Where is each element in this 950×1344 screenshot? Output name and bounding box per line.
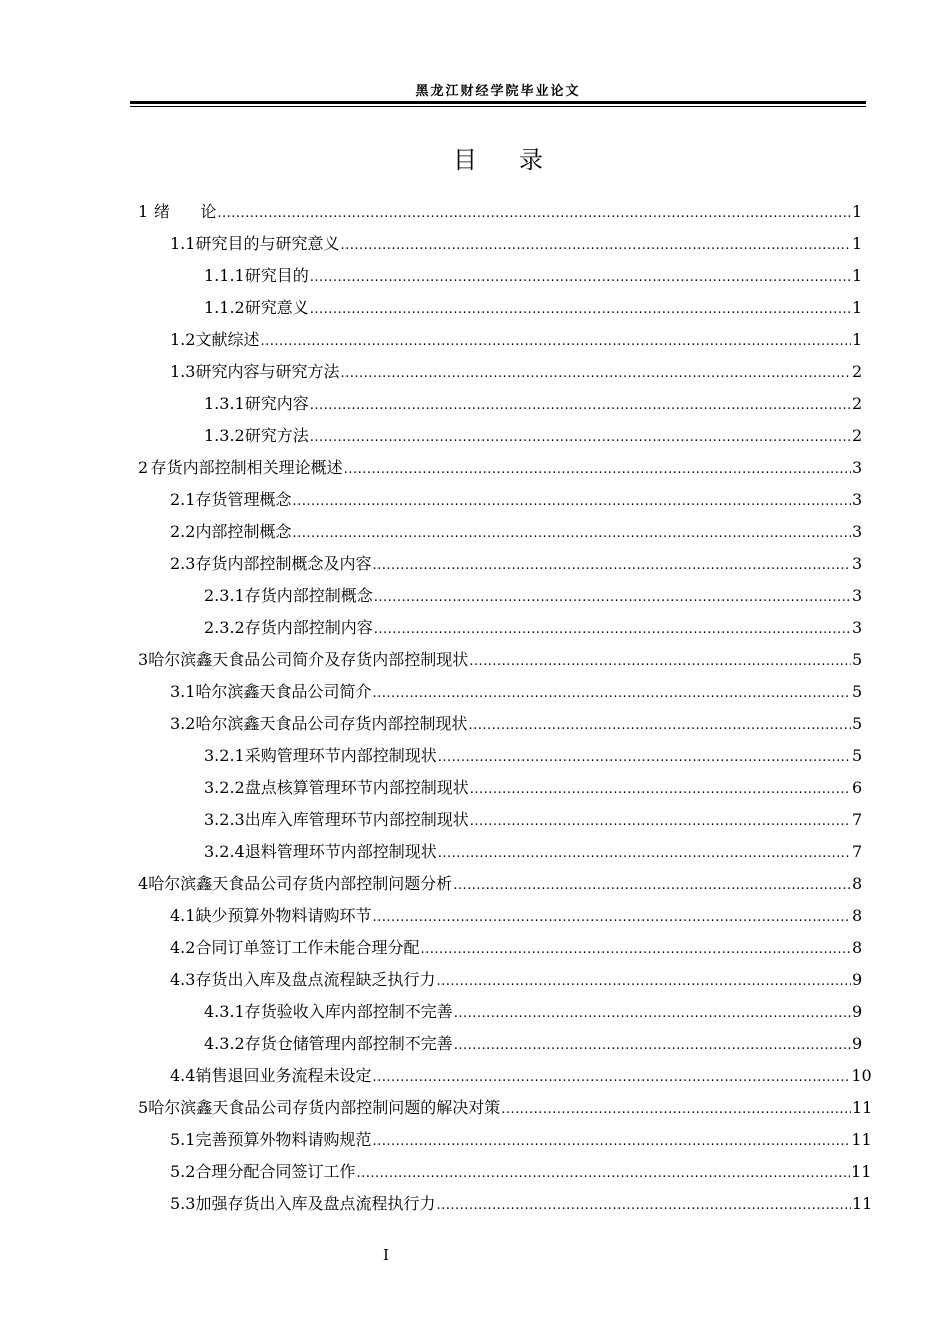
toc-dot-leader (420, 934, 851, 966)
toc-entry[interactable] (130, 932, 863, 964)
toc-entry-number: 4 (138, 874, 149, 893)
toc-entry-page: 3 (852, 458, 863, 477)
toc-entry-number: 3.2.3 (204, 810, 245, 829)
toc-entry-title: 存货内部控制内容 (244, 618, 373, 637)
toc-entry-number: 3 (138, 650, 149, 669)
toc-entry-title: 出库入库管理环节内部控制现状 (244, 810, 469, 829)
toc-entry-number: 1.2 (170, 330, 196, 349)
toc-entry[interactable] (130, 644, 863, 676)
toc-entry-number: 4.3.2 (204, 1034, 245, 1053)
toc-entry[interactable] (130, 1188, 873, 1220)
toc-entry-title: 哈尔滨鑫天食品公司存货内部控制现状 (195, 714, 468, 733)
toc-entry-number: 4.4 (170, 1066, 196, 1085)
toc-entry[interactable] (130, 612, 863, 644)
toc-entry-number: 1.3.1 (204, 394, 245, 413)
toc-dot-leader (217, 198, 851, 230)
toc-entry-number: 4.1 (170, 906, 196, 925)
toc-dot-leader (340, 358, 851, 390)
toc-dot-leader (470, 806, 851, 838)
toc-dot-leader (454, 998, 851, 1030)
toc-entry-number: 2.2 (170, 522, 196, 541)
toc-entry-page: 11 (851, 1130, 872, 1149)
toc-entry-page: 11 (852, 1194, 873, 1213)
toc-entry-page: 5 (852, 682, 863, 701)
toc-entry[interactable] (130, 548, 863, 580)
toc-dot-leader (310, 390, 851, 422)
toc-entry-number: 1.1 (170, 234, 196, 253)
toc-entry-title: 绪 论 (153, 202, 217, 221)
toc-entry-page: 3 (852, 522, 863, 541)
toc-entry-number: 5.1 (170, 1130, 196, 1149)
toc-entry[interactable] (130, 420, 863, 452)
toc-entry-number: 5.2 (170, 1162, 196, 1181)
toc-dot-leader (372, 1126, 850, 1158)
toc-dot-leader (372, 678, 851, 710)
toc-entry-page: 3 (852, 586, 863, 605)
toc-dot-leader (260, 326, 851, 358)
toc-dot-leader (374, 582, 851, 614)
toc-entry[interactable] (130, 708, 863, 740)
toc-entry-number: 4.3 (170, 970, 196, 989)
toc-entry-title: 销售退回业务流程未设定 (195, 1066, 372, 1085)
toc-entry-page: 1 (852, 298, 863, 317)
toc-entry-title: 研究内容与研究方法 (195, 362, 340, 381)
toc-entry-number: 3.1 (170, 682, 196, 701)
toc-dot-leader (372, 1062, 850, 1094)
toc-dot-leader (310, 294, 851, 326)
toc-entry-title: 盘点核算管理环节内部控制现状 (244, 778, 469, 797)
toc-entry-page: 9 (852, 970, 863, 989)
toc-entry-title: 合理分配合同签订工作 (195, 1162, 356, 1181)
toc-entry-number: 1.1.2 (204, 298, 245, 317)
toc-entry-number: 5 (138, 1098, 149, 1117)
toc-title: 目录 (453, 146, 585, 174)
toc-entry-page: 8 (852, 874, 863, 893)
toc-dot-leader (470, 774, 851, 806)
toc-entry-title: 研究意义 (244, 298, 309, 317)
toc-dot-leader (372, 550, 851, 582)
toc-entry[interactable] (130, 1028, 863, 1060)
toc-entry-title: 研究目的与研究意义 (195, 234, 340, 253)
toc-dot-leader (356, 1158, 850, 1190)
toc-entry-title: 内部控制概念 (195, 522, 292, 541)
toc-entry-page: 3 (852, 490, 863, 509)
toc-entry[interactable] (130, 452, 863, 484)
toc-entry-title: 哈尔滨鑫天食品公司存货内部控制问题的解决对策 (148, 1098, 501, 1117)
toc-dot-leader (344, 454, 851, 486)
toc-entry-title: 研究方法 (244, 426, 309, 445)
toc-dot-leader (436, 1190, 851, 1222)
toc-entry[interactable] (130, 516, 863, 548)
toc-entry-number: 2.1 (170, 490, 196, 509)
toc-dot-leader (372, 902, 851, 934)
toc-entry[interactable] (130, 676, 863, 708)
toc-dot-leader (292, 486, 851, 518)
toc-entry-page: 7 (852, 810, 863, 829)
toc-dot-leader (310, 422, 851, 454)
toc-entry-page: 3 (852, 554, 863, 573)
header-rule-thick (130, 101, 866, 104)
toc-entry[interactable] (130, 740, 863, 772)
toc-entry[interactable] (130, 1060, 872, 1092)
toc-entry[interactable] (130, 1092, 873, 1124)
toc-entry-page: 5 (852, 746, 863, 765)
toc-entry-page: 11 (852, 1098, 873, 1117)
toc-entry-number: 2.3.2 (204, 618, 245, 637)
toc-entry[interactable] (130, 228, 863, 260)
toc-entry-page: 7 (852, 842, 863, 861)
toc-entry[interactable] (130, 804, 863, 836)
toc-entry-page: 1 (852, 202, 863, 221)
toc-dot-leader (501, 1094, 851, 1126)
toc-dot-leader (292, 518, 851, 550)
toc-entry[interactable] (130, 996, 863, 1028)
toc-entry-title: 存货仓储管理内部控制不完善 (244, 1034, 453, 1053)
toc-entry-number: 1.1.1 (204, 266, 245, 285)
header-rule-thin (130, 106, 866, 107)
toc-entry-title: 退料管理环节内部控制现状 (244, 842, 437, 861)
toc-entry[interactable] (130, 388, 863, 420)
toc-entry-page: 1 (852, 266, 863, 285)
toc-entry-number: 1 (138, 202, 149, 221)
toc-entry[interactable] (130, 356, 863, 388)
toc-entry[interactable] (130, 964, 863, 996)
toc-entry-page: 5 (852, 714, 863, 733)
toc-entry-page: 2 (852, 394, 863, 413)
toc-entry[interactable] (130, 1156, 872, 1188)
toc-entry-title: 加强存货出入库及盘点流程执行力 (195, 1194, 436, 1213)
toc-entry-title: 研究内容 (244, 394, 309, 413)
toc-entry[interactable] (130, 292, 863, 324)
toc-dot-leader (438, 742, 851, 774)
toc-entry-page: 8 (852, 938, 863, 957)
toc-dot-leader (453, 870, 851, 902)
table-of-contents (130, 196, 873, 1220)
toc-entry[interactable] (130, 260, 863, 292)
toc-entry-page: 3 (852, 618, 863, 637)
toc-entry-title: 研究目的 (244, 266, 309, 285)
toc-entry-title: 存货内部控制相关理论概述 (150, 458, 343, 477)
toc-entry-page: 6 (852, 778, 863, 797)
toc-dot-leader (438, 838, 851, 870)
toc-entry-page: 2 (852, 362, 863, 381)
toc-entry-page: 2 (852, 426, 863, 445)
toc-dot-leader (454, 1030, 851, 1062)
toc-dot-leader (468, 710, 851, 742)
toc-entry-page: 11 (851, 1162, 872, 1181)
toc-entry[interactable] (130, 324, 863, 356)
toc-entry-number: 1.3 (170, 362, 196, 381)
toc-entry-page: 1 (852, 234, 863, 253)
toc-entry-page: 10 (851, 1066, 872, 1085)
toc-dot-leader (469, 646, 851, 678)
toc-dot-leader (310, 262, 851, 294)
toc-entry-title: 完善预算外物料请购规范 (195, 1130, 372, 1149)
toc-entry[interactable] (130, 196, 863, 228)
toc-entry-number: 4.2 (170, 938, 196, 957)
toc-entry[interactable] (130, 772, 863, 804)
toc-entry-number: 2.3.1 (204, 586, 245, 605)
toc-dot-leader (374, 614, 851, 646)
toc-entry-number: 2 (138, 458, 149, 477)
toc-entry-number: 2.3 (170, 554, 196, 573)
toc-entry-title: 存货出入库及盘点流程缺乏执行力 (195, 970, 436, 989)
toc-entry-title: 合同订单签订工作未能合理分配 (195, 938, 420, 957)
toc-entry-page: 5 (852, 650, 863, 669)
toc-entry-number: 3.2.4 (204, 842, 245, 861)
toc-entry-page: 8 (852, 906, 863, 925)
toc-entry-page: 9 (852, 1002, 863, 1021)
toc-entry-title: 哈尔滨鑫天食品公司简介 (195, 682, 372, 701)
toc-entry[interactable] (130, 580, 863, 612)
toc-entry-title: 哈尔滨鑫天食品公司存货内部控制问题分析 (148, 874, 453, 893)
toc-entry[interactable] (130, 836, 863, 868)
toc-entry[interactable] (130, 484, 863, 516)
toc-entry-page: 1 (852, 330, 863, 349)
toc-entry-title: 文献综述 (195, 330, 260, 349)
toc-entry[interactable] (130, 900, 863, 932)
page-number: I (383, 1246, 389, 1264)
toc-entry-title: 缺少预算外物料请购环节 (195, 906, 372, 925)
toc-entry-title: 哈尔滨鑫天食品公司简介及存货内部控制现状 (148, 650, 469, 669)
toc-entry-number: 3.2.2 (204, 778, 245, 797)
toc-entry-number: 5.3 (170, 1194, 196, 1213)
toc-dot-leader (436, 966, 851, 998)
toc-entry[interactable] (130, 868, 863, 900)
toc-entry-title: 存货内部控制概念及内容 (195, 554, 372, 573)
toc-entry-page: 9 (852, 1034, 863, 1053)
toc-entry-title: 存货管理概念 (195, 490, 292, 509)
running-header: 黑龙江财经学院毕业论文 (415, 84, 581, 99)
toc-entry[interactable] (130, 1124, 872, 1156)
toc-entry-title: 存货内部控制概念 (244, 586, 373, 605)
toc-dot-leader (340, 230, 851, 262)
toc-entry-title: 存货验收入库内部控制不完善 (244, 1002, 453, 1021)
toc-entry-number: 4.3.1 (204, 1002, 245, 1021)
toc-entry-number: 3.2.1 (204, 746, 245, 765)
toc-entry-title: 采购管理环节内部控制现状 (244, 746, 437, 765)
toc-entry-number: 3.2 (170, 714, 196, 733)
toc-entry-number: 1.3.2 (204, 426, 245, 445)
